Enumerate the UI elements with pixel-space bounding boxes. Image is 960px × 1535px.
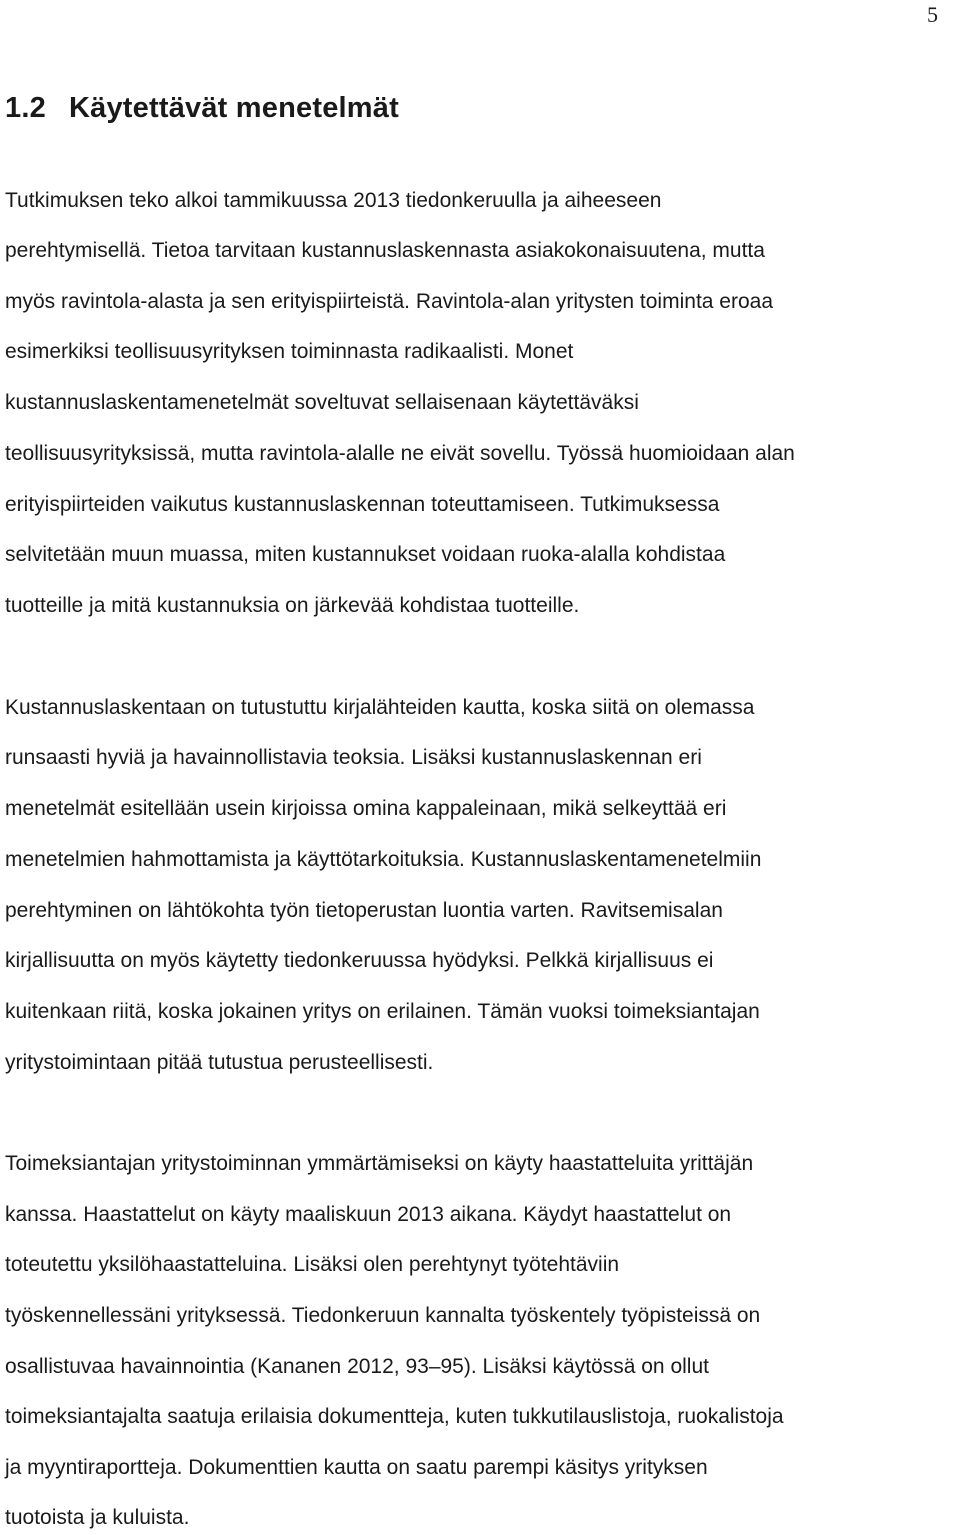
paragraph-3-line-5: osallistuvaa havainnointia (Kananen 2012, 93–95). Lisäksi käytössä on ollut <box>5 1355 709 1378</box>
section-heading <box>5 92 399 125</box>
paragraph-1-line-4: esimerkiksi teollisuusyrityksen toiminnasta radikaalisti. Monet <box>5 340 574 363</box>
paragraph-3-line-7: ja myyntiraportteja. Dokumenttien kautta on saatu parempi käsitys yrityksen <box>5 1456 708 1479</box>
paragraph-2-line-8: yritystoimintaan pitää tutustua perusteellisesti. <box>5 1051 434 1074</box>
paragraph-3-line-8: tuotoista ja kuluista. <box>5 1506 190 1529</box>
paragraph-2-line-5: perehtyminen on lähtökohta työn tietoperustan luontia varten. Ravitsemisalan <box>5 899 723 922</box>
paragraph-2-line-3: menetelmät esitellään usein kirjoissa omina kappaleinaan, mikä selkeyttää eri <box>5 797 727 820</box>
paragraph-2-line-4: menetelmien hahmottamista ja käyttötarkoituksia. Kustannuslaskentamenetelmiin <box>5 848 762 871</box>
paragraph-3-line-4: työskennellessäni yrityksessä. Tiedonkeruun kannalta työskentely työpisteissä on <box>5 1304 761 1327</box>
paragraph-1-line-1: Tutkimuksen teko alkoi tammikuussa 2013 tiedonkeruulla ja aiheeseen <box>5 189 662 212</box>
paragraph-3-line-3: toteutettu yksilöhaastatteluina. Lisäksi olen perehtynyt työtehtäviin <box>5 1253 620 1276</box>
page-number: 5 <box>927 2 938 27</box>
paragraph-2-line-2: runsaasti hyviä ja havainnollistavia teoksia. Lisäksi kustannuslaskennan eri <box>5 746 702 769</box>
section-number: 1.2 <box>5 92 46 124</box>
paragraph-1-line-5: kustannuslaskentamenetelmät soveltuvat sellaisenaan käytettäväksi <box>5 391 639 414</box>
paragraph-1-line-3: myös ravintola-alasta ja sen erityispiirteistä. Ravintola-alan yritysten toiminta eroaa <box>5 290 773 313</box>
paragraph-1-line-8: selvitetään muun muassa, miten kustannukset voidaan ruoka-alalla kohdistaa <box>5 543 726 566</box>
paragraph-1-line-6: teollisuusyrityksissä, mutta ravintola-alalle ne eivät sovellu. Työssä huomioidaan alan <box>5 442 795 465</box>
paragraph-1-line-7: erityispiirteiden vaikutus kustannuslaskennan toteuttamiseen. Tutkimuksessa <box>5 493 720 516</box>
paragraph-2-line-1: Kustannuslaskentaan on tutustuttu kirjalähteiden kautta, koska siitä on olemassa <box>5 696 755 719</box>
paragraph-3-line-6: toimeksiantajalta saatuja erilaisia dokumentteja, kuten tukkutilauslistoja, ruokalistoja <box>5 1405 784 1428</box>
paragraph-1-line-2: perehtymisellä. Tietoa tarvitaan kustannuslaskennasta asiakokonaisuutena, mutta <box>5 239 765 262</box>
paragraph-1-line-9: tuotteille ja mitä kustannuksia on järkevää kohdistaa tuotteille. <box>5 594 580 617</box>
paragraph-2-line-7: kuitenkaan riitä, koska jokainen yritys on erilainen. Tämän vuoksi toimeksiantajan <box>5 1000 760 1023</box>
section-title: Käytettävät menetelmät <box>69 92 399 124</box>
paragraph-3-line-2: kanssa. Haastattelut on käyty maaliskuun 2013 aikana. Käydyt haastattelut on <box>5 1203 732 1226</box>
paragraph-2-line-6: kirjallisuutta on myös käytetty tiedonkeruussa hyödyksi. Pelkkä kirjallisuus ei <box>5 949 714 972</box>
paragraph-3-line-1: Toimeksiantajan yritystoiminnan ymmärtämiseksi on käyty haastatteluita yrittäjän <box>5 1152 754 1175</box>
